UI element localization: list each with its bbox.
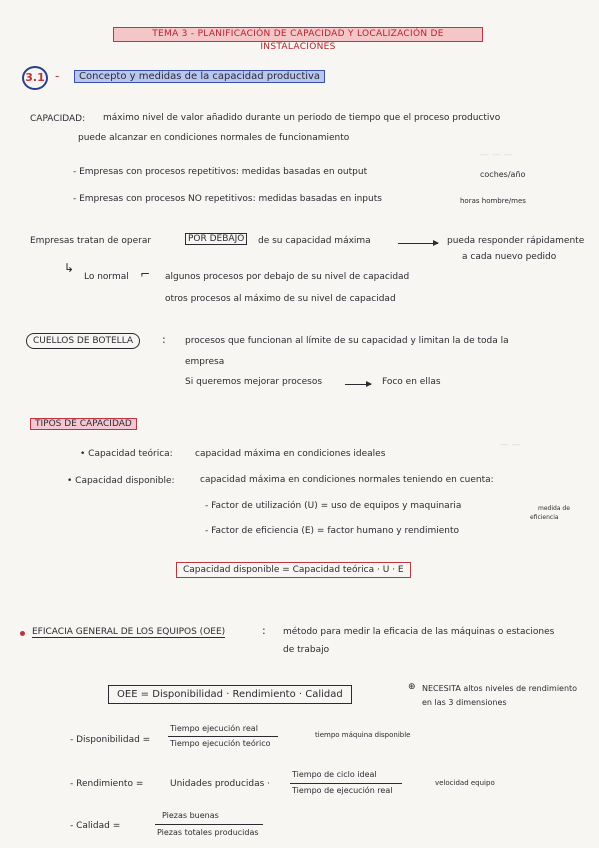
cuellos-line3: Si queremos mejorar procesos [185, 377, 323, 387]
calidad-denominator: Piezas totales producidas [157, 828, 259, 837]
tipos-heading [30, 420, 137, 430]
lo-normal-line2: otros procesos al máximo de su nivel de capacidad [165, 294, 396, 304]
capacidad-disponible-formula [176, 566, 411, 576]
lo-normal-label: Lo normal [84, 272, 129, 282]
no-repetitivos-text: - Empresas con procesos NO repetitivos: medidas basadas en inputs [73, 194, 382, 204]
rendimiento-numerator: Tiempo de ciclo ideal [292, 770, 377, 779]
page-title: TEMA 3 - PLANIFICACIÓN DE CAPACIDAD Y LOCALIZACIÓN DE INSTALACIONES [113, 27, 483, 42]
factor-u: - Factor de utilización (U) = uso de equipos y maquinaria [205, 501, 462, 511]
bullet-icon [20, 631, 25, 636]
disponibilidad-numerator: Tiempo ejecución real [170, 724, 258, 733]
arrow-right-icon [345, 384, 371, 385]
oee-formula [108, 689, 352, 700]
capacidad-def-line2: puede alcanzar en condiciones normales de funcionamiento [78, 133, 350, 143]
brace-icon: ⌐ [140, 267, 151, 281]
factor-note-line2: eficiencia [530, 514, 559, 521]
teorica-label: • Capacidad teórica: [80, 449, 173, 459]
plus-circle-icon: ⊕ [408, 682, 416, 692]
capacidad-def-line1: máximo nivel de valor añadido durante un periodo de tiempo que el proceso productivo [103, 113, 501, 123]
disponible-label: • Capacidad disponible: [67, 476, 175, 486]
cuellos-colon: : [162, 333, 166, 346]
repetitivos-text: - Empresas con procesos repetitivos: medidas basadas en output [73, 167, 368, 177]
cuellos-label [26, 337, 140, 347]
calidad-numerator: Piezas buenas [162, 811, 219, 820]
no-repetitivos-note: horas hombre/mes [460, 197, 526, 205]
oee-colon: : [262, 624, 266, 637]
disponibilidad-label: - Disponibilidad = [70, 735, 151, 745]
section-dash: - [55, 69, 60, 83]
cuellos-line2: empresa [185, 357, 225, 367]
capacidad-label: CAPACIDAD: [30, 114, 86, 124]
disponibilidad-denominator: Tiempo ejecución teórico [170, 739, 271, 748]
repetitivos-note: coches/año [480, 170, 526, 179]
rendimiento-part: Unidades producidas · [170, 779, 271, 789]
operar-boxed [185, 235, 247, 245]
section-heading-text: Concepto y medidas de la capacidad productiva [74, 70, 325, 83]
capacidad-disponible-formula-text: Capacidad disponible = Capacidad teórica · U · E [176, 562, 411, 578]
fraction-line [290, 783, 402, 784]
cuellos-label-text: CUELLOS DE BOTELLA [26, 333, 140, 349]
fraction-line [155, 824, 263, 825]
operar-result-line2: a cada nuevo pedido [462, 252, 557, 262]
operar-prefix: Empresas tratan de operar [30, 236, 152, 246]
oee-note-line2: en las 3 dimensiones [422, 698, 507, 707]
cuellos-line3-result: Foco en ellas [382, 377, 441, 387]
fraction-line [168, 736, 278, 737]
oee-heading-text: EFICACIA GENERAL DE LOS EQUIPOS (OEE) [32, 627, 226, 637]
factor-e: - Factor de eficiencia (E) = factor humano y rendimiento [205, 526, 459, 536]
oee-heading [32, 628, 225, 638]
oee-def-line2: de trabajo [283, 645, 330, 655]
calidad-label: - Calidad = [70, 821, 121, 831]
disponible-text: capacidad máxima en condiciones normales teniendo en cuenta: [200, 475, 494, 485]
bleed-through-text: — — [500, 440, 521, 450]
section-number-badge: 3.1 [22, 66, 48, 90]
rendimiento-label: - Rendimiento = [70, 779, 144, 789]
operar-suffix: de su capacidad máxima [258, 236, 371, 246]
rendimiento-denominator: Tiempo de ejecución real [292, 786, 393, 795]
oee-def-line1: método para medir la eficacia de las máquinas o estaciones [283, 627, 555, 637]
cuellos-line1: procesos que funcionan al límite de su capacidad y limitan la de toda la [185, 336, 509, 346]
section-heading [74, 71, 325, 82]
oee-note-line1: NECESITA altos niveles de rendimiento [422, 684, 578, 693]
disponibilidad-note: tiempo máquina disponible [315, 731, 411, 739]
arrow-right-icon [398, 243, 438, 244]
teorica-text: capacidad máxima en condiciones ideales [195, 449, 386, 459]
tipos-heading-text: TIPOS DE CAPACIDAD [30, 418, 137, 430]
oee-formula-text: OEE = Disponibilidad · Rendimiento · Calidad [108, 685, 352, 704]
factor-note-line1: medida de [538, 505, 570, 512]
return-arrow-icon: ↳ [64, 261, 75, 275]
bleed-through-text: — — — [480, 150, 513, 160]
rendimiento-note: velocidad equipo [435, 779, 495, 787]
lo-normal-line1: algunos procesos por debajo de su nivel de capacidad [165, 272, 410, 282]
operar-boxed-text: POR DEBAJO [185, 233, 247, 245]
operar-result-line1: pueda responder rápidamente [447, 236, 585, 246]
